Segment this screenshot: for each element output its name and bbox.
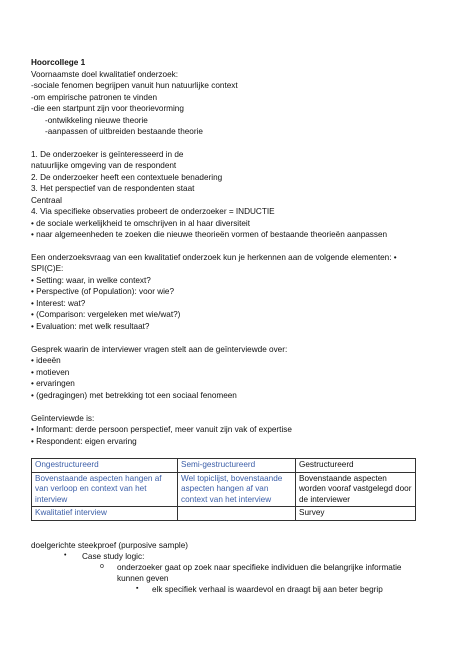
- table-row: [32, 459, 416, 473]
- text-line: • Perspective (of Population): voor wie?: [31, 287, 175, 296]
- table-cell: Survey: [296, 507, 416, 521]
- table-cell: [178, 507, 296, 521]
- text-line: -om empirische patronen te vinden: [31, 93, 158, 102]
- text-line: Gesprek waarin de interviewer vragen stelt aan de geïnterviewde over:: [31, 345, 288, 354]
- table-cell: Wel topiclijst, bovenstaande aspecten hangen af van context van het interview: [178, 472, 296, 507]
- bullet-circle-icon: o: [100, 563, 104, 570]
- table-cell: Kwalitatief interview: [32, 507, 178, 521]
- text-line: -die een startpunt zijn voor theorievorming: [31, 104, 184, 113]
- text-line: • Setting: waar, in welke context?: [31, 276, 151, 285]
- bullet-dot-icon: •: [64, 552, 67, 559]
- table-cell: Bovenstaande aspecten worden vooraf vastgelegd door de interviewer: [296, 472, 416, 507]
- list-item: onderzoeker gaat op zoek naar specifieke individuen die belangrijke informatie: [117, 563, 402, 572]
- list-item: kunnen geven: [117, 574, 169, 583]
- text-line: natuurlijke omgeving van de respondent: [31, 161, 177, 170]
- text-line: -ontwikkeling nieuwe theorie: [45, 116, 148, 125]
- text-line: • (gedragingen) met betrekking tot een sociaal fenomeen: [31, 391, 237, 400]
- text-line: • motieven: [31, 368, 70, 377]
- table-header-cell: Ongestructureerd: [32, 459, 178, 473]
- table-row: [32, 472, 416, 507]
- text-line: 3. Het perspectief van de respondenten staat: [31, 184, 195, 193]
- text-line: 4. Via specifieke observaties probeert de onderzoeker = INDUCTIE: [31, 207, 275, 216]
- table-header-cell: Gestructureerd: [296, 459, 416, 473]
- text-line: • ervaringen: [31, 379, 75, 388]
- page-title: Hoorcollege 1: [31, 58, 86, 67]
- table-header-cell: Semi-gestructureerd: [178, 459, 296, 473]
- list-item: elk specifiek verhaal is waardevol en draagt bij aan beter begrip: [152, 585, 383, 594]
- text-line: • Interest: wat?: [31, 299, 86, 308]
- text-line: -aanpassen of uitbreiden bestaande theorie: [45, 127, 203, 136]
- text-line: • Evaluation: met welk resultaat?: [31, 322, 150, 331]
- text-line: doelgerichte steekproef (purposive sample): [31, 541, 189, 550]
- text-line: • de sociale werkelijkheid te omschrijven in al haar diversiteit: [31, 219, 251, 228]
- interview-types-table: [31, 458, 416, 521]
- list-item: Case study logic:: [82, 552, 145, 561]
- text-line: 1. De onderzoeker is geïnteresseerd in de: [31, 150, 184, 159]
- text-line: • (Comparison: vergeleken met wie/wat?): [31, 310, 181, 319]
- text-line: Voornaamste doel kwalitatief onderzoek:: [31, 70, 179, 79]
- text-line: SPI(C)E:: [31, 264, 64, 273]
- text-line: • Respondent: eigen ervaring: [31, 437, 137, 446]
- text-line: • Informant: derde persoon perspectief, meer vanuit zijn vak of expertise: [31, 425, 292, 434]
- text-line: • ideeën: [31, 356, 61, 365]
- text-line: Een onderzoeksvraag van een kwalitatief onderzoek kun je herkennen aan de volgende elementen: •: [31, 253, 397, 262]
- text-line: -sociale fenomen begrijpen vanuit hun natuurlijke context: [31, 81, 238, 90]
- text-line: • naar algemeenheden te zoeken die nieuwe theorieën vormen of bestaande theorieën aanpassen: [31, 230, 388, 239]
- text-line: Geïnterviewde is:: [31, 414, 95, 423]
- text-line: 2. De onderzoeker heeft een contextuele benadering: [31, 173, 223, 182]
- table-cell: Bovenstaande aspecten hangen af van verloop en context van het interview: [32, 472, 178, 507]
- bullet-square-icon: ▪: [136, 585, 139, 592]
- text-line: Centraal: [31, 196, 62, 205]
- table-row: [32, 507, 416, 521]
